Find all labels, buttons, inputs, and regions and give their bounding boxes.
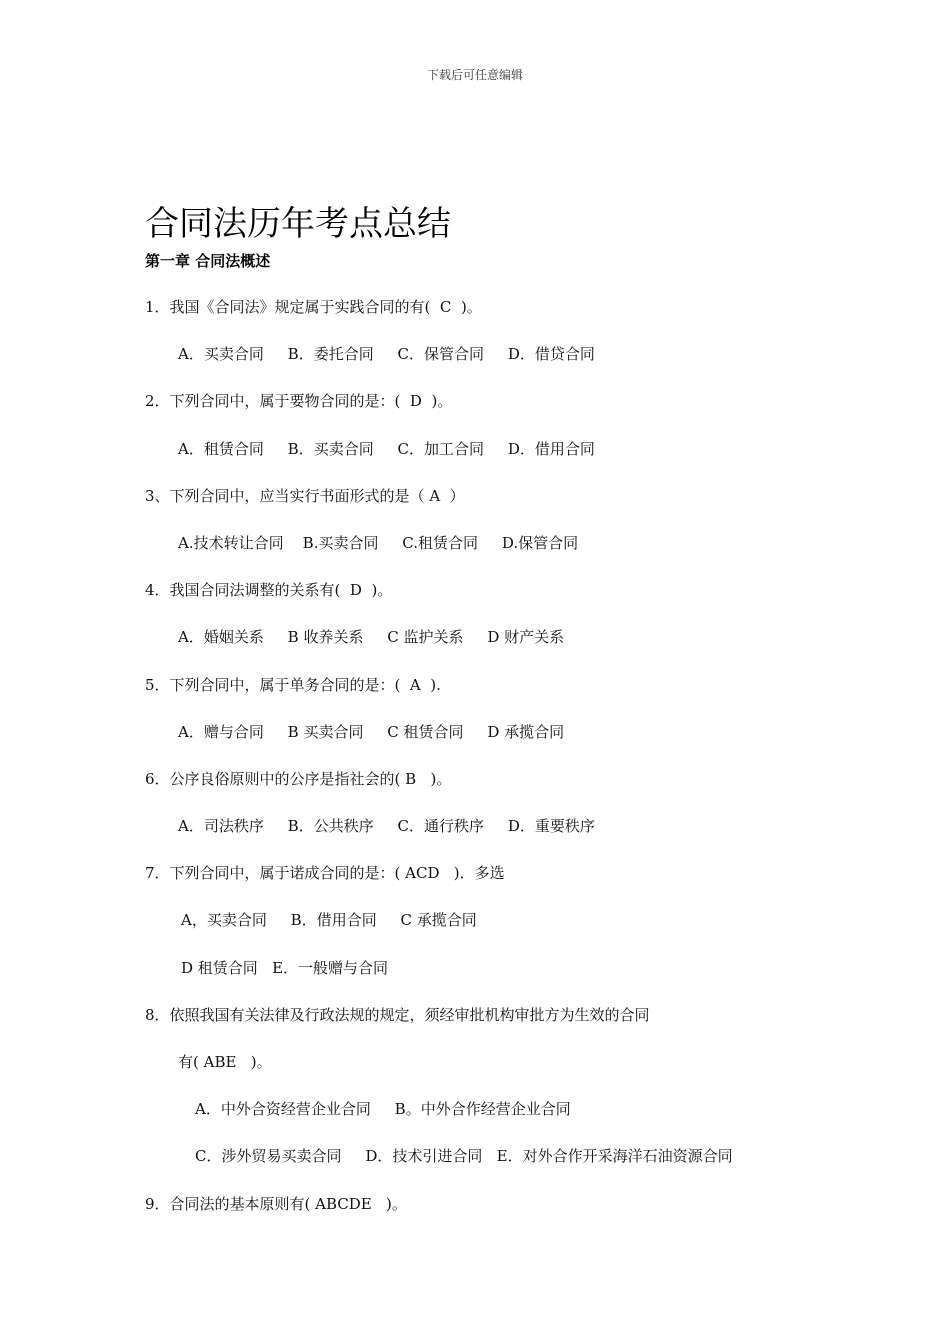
page-header-note: 下载后可任意编辑 [426, 68, 523, 82]
option-line: A．租赁合同 B．买卖合同 C．加工合同 D．借用合同 [178, 439, 595, 458]
question-line: 9．合同法的基本原则有( ABCDE )。 [145, 1194, 407, 1213]
option-line: A，买卖合同 B．借用合同 C 承揽合同 [181, 911, 477, 930]
question-line: 7．下列合同中，属于诺成合同的是：( ACD )．多选 [145, 864, 505, 883]
option-line: 有( ABE )。 [178, 1053, 272, 1071]
option-line: A．买卖合同 B．委托合同 C．保管合同 D．借贷合同 [178, 345, 595, 364]
document-body [145, 200, 865, 1228]
option-line: C．涉外贸易买卖合同 D．技术引进合同 E．对外合作开采海洋石油资源合同 [195, 1147, 733, 1166]
document-title: 合同法历年考点总结 [145, 204, 451, 244]
option-line: A．赠与合同 B 买卖合同 C 租赁合同 D 承揽合同 [178, 722, 565, 741]
question-line: 8．依照我国有关法律及行政法规的规定，须经审批机构审批方为生效的合同 [145, 1005, 650, 1024]
option-line: A．婚姻关系 B 收养关系 C 监护关系 D 财产关系 [178, 628, 565, 647]
option-line: D 租赁合同 E．一般赠与合同 [181, 958, 389, 977]
question-line: 2．下列合同中，属于要物合同的是：( D )。 [145, 392, 453, 411]
question-list [145, 284, 865, 1228]
question-line: 5．下列合同中，属于单务合同的是：( A ). [145, 675, 441, 694]
option-line: A.技术转让合同 B.买卖合同 C.租赁合同 D.保管合同 [178, 533, 579, 552]
chapter-heading: 第一章 合同法概述 [145, 252, 271, 270]
question-line: 1．我国《合同法》规定属于实践合同的有( C )。 [145, 298, 482, 316]
question-line: 3、下列合同中，应当实行书面形式的是（ A ） [145, 486, 465, 505]
question-line: 6．公序良俗原则中的公序是指社会的( B )。 [145, 769, 452, 788]
option-line: A．中外合资经营企业合同 B。中外合作经营企业合同 [195, 1100, 571, 1119]
question-line: 4．我国合同法调整的关系有( D )。 [145, 581, 393, 600]
option-line: A．司法秩序 B．公共秩序 C．通行秩序 D．重要秩序 [178, 817, 595, 836]
